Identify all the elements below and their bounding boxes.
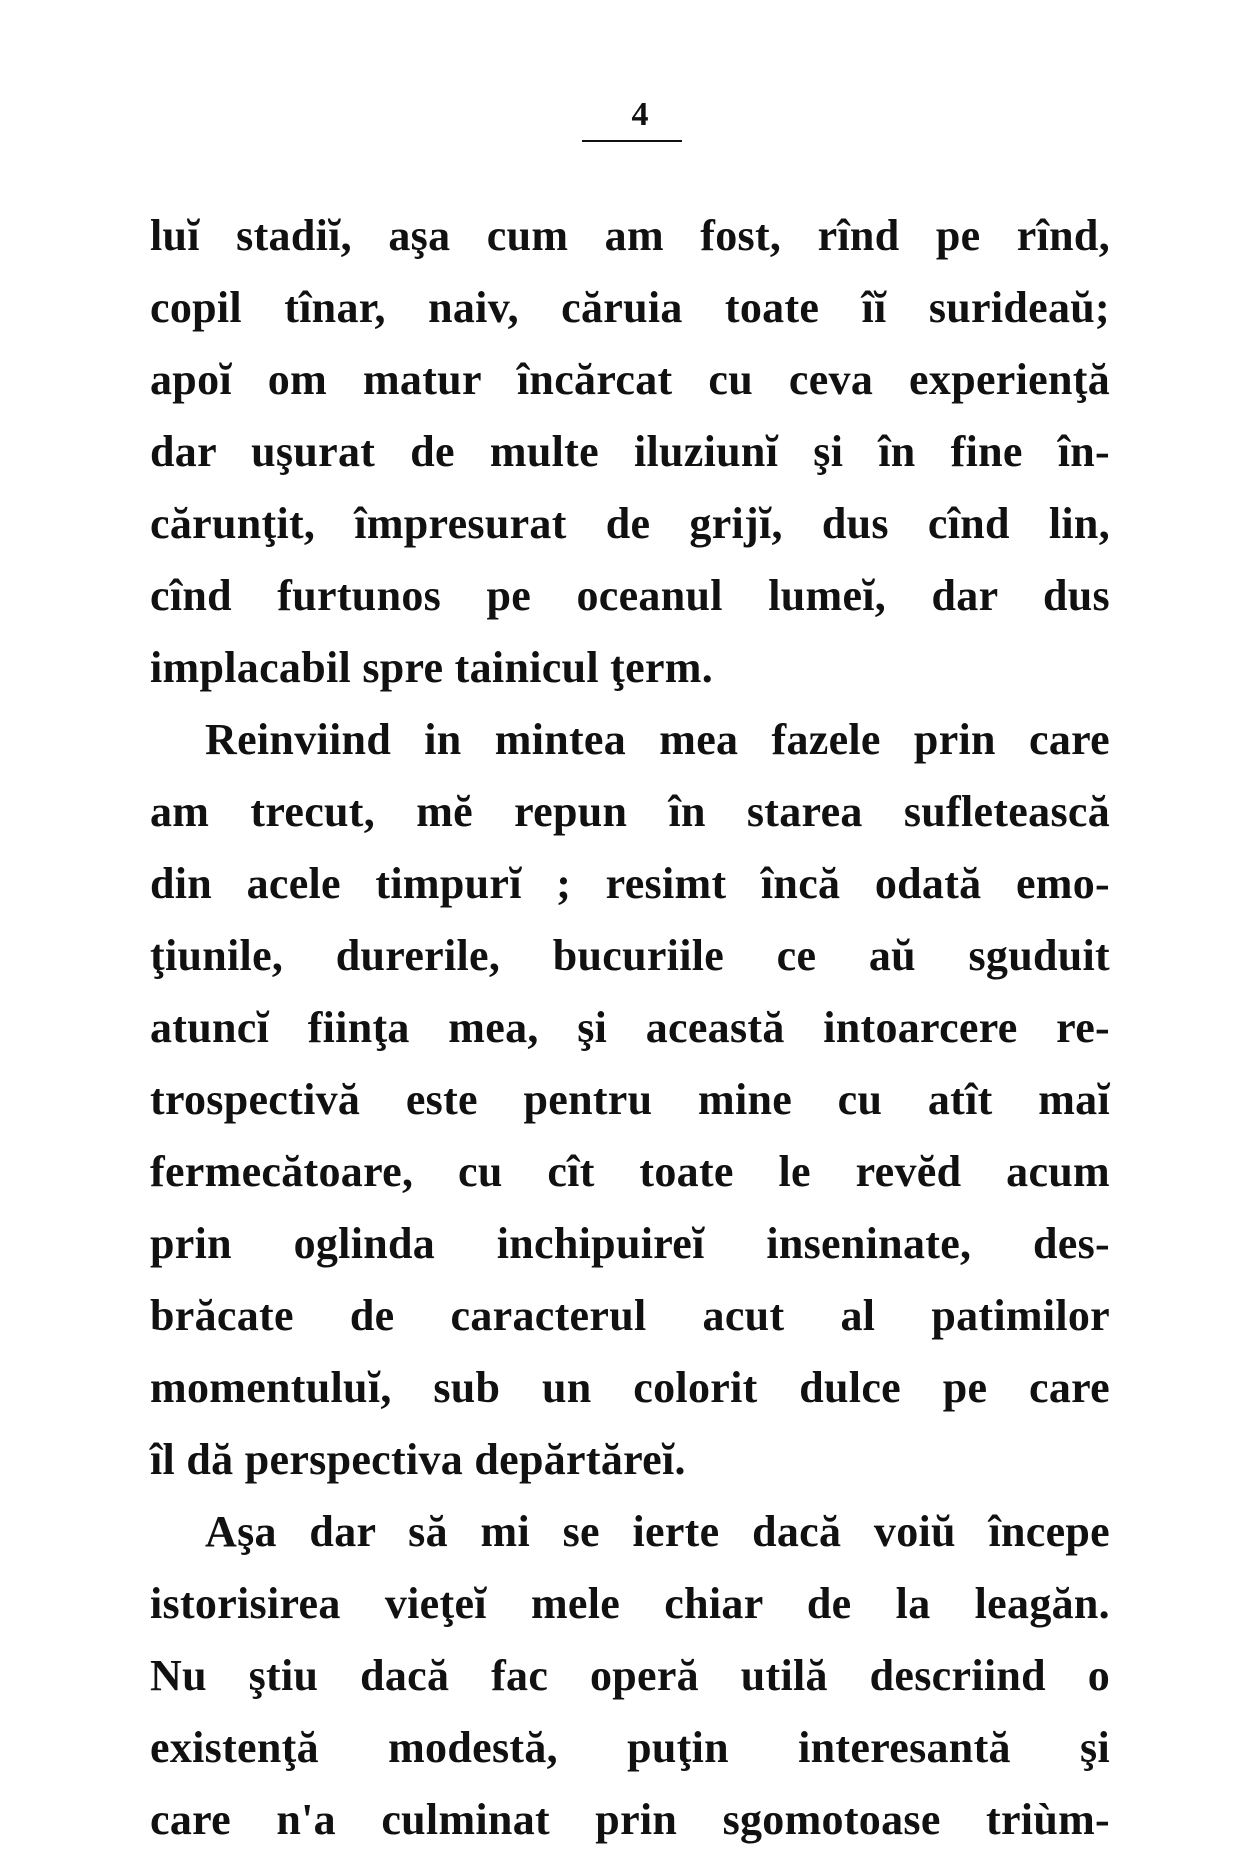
text-line: care n'a culminat prin sgomotoase triùm- — [150, 1795, 1110, 1844]
text-line: prin oglinda inchipuireĭ inseninate, des- — [150, 1219, 1110, 1268]
text-line: momentuluĭ, sub un colorit dulce pe care — [150, 1363, 1110, 1412]
text-line: Reinviind in mintea mea fazele prin care — [205, 715, 1110, 764]
paragraph — [150, 1496, 1110, 1856]
text-line: fermecătoare, cu cît toate le revĕd acum — [150, 1147, 1110, 1196]
text-line: dar uşurat de multe iluziunĭ şi în fine în- — [150, 427, 1110, 476]
text-line: copil tînar, naiv, căruia toate îĭ surideaŭ; — [150, 283, 1110, 332]
text-line: istorisirea vieţeĭ mele chiar de la leagăn. — [150, 1579, 1110, 1628]
text-line: îl dă perspectiva depărtăreĭ. — [150, 1435, 686, 1484]
text-line: implacabil spre tainicul ţerm. — [150, 643, 714, 692]
text-line: apoĭ om matur încărcat cu ceva experienţă — [150, 355, 1110, 404]
text-line: cînd furtunos pe oceanul lumeĭ, dar dus — [150, 571, 1110, 620]
paragraph — [150, 704, 1110, 1496]
text-line: existenţă modestă, puţin interesantă şi — [150, 1723, 1110, 1772]
text-line: trospectivă este pentru mine cu atît maĭ — [150, 1075, 1110, 1124]
page-number-rule — [582, 140, 682, 142]
text-line: cărunţit, împresurat de grijĭ, dus cînd lin, — [150, 499, 1110, 548]
body-text — [150, 200, 1110, 1856]
text-line: din acele timpurĭ ; resimt încă odată emo- — [150, 859, 1110, 908]
page-number: 4 — [631, 96, 649, 133]
text-line: atuncĭ fiinţa mea, şi această intoarcere re- — [150, 1003, 1110, 1052]
text-line: am trecut, mĕ repun în starea sufletească — [150, 787, 1110, 836]
paragraph — [150, 200, 1110, 704]
text-line: Nu ştiu dacă fac operă utilă descriind o — [150, 1651, 1110, 1700]
text-line: brăcate de caracterul acut al patimilor — [150, 1291, 1110, 1340]
text-line: ţiunile, durerile, bucuriile ce aŭ sguduit — [150, 931, 1110, 980]
text-line: Aşa dar să mi se ierte dacă voiŭ începe — [205, 1507, 1110, 1556]
text-line: luĭ stadiĭ, aşa cum am fost, rînd pe rînd, — [150, 211, 1110, 260]
